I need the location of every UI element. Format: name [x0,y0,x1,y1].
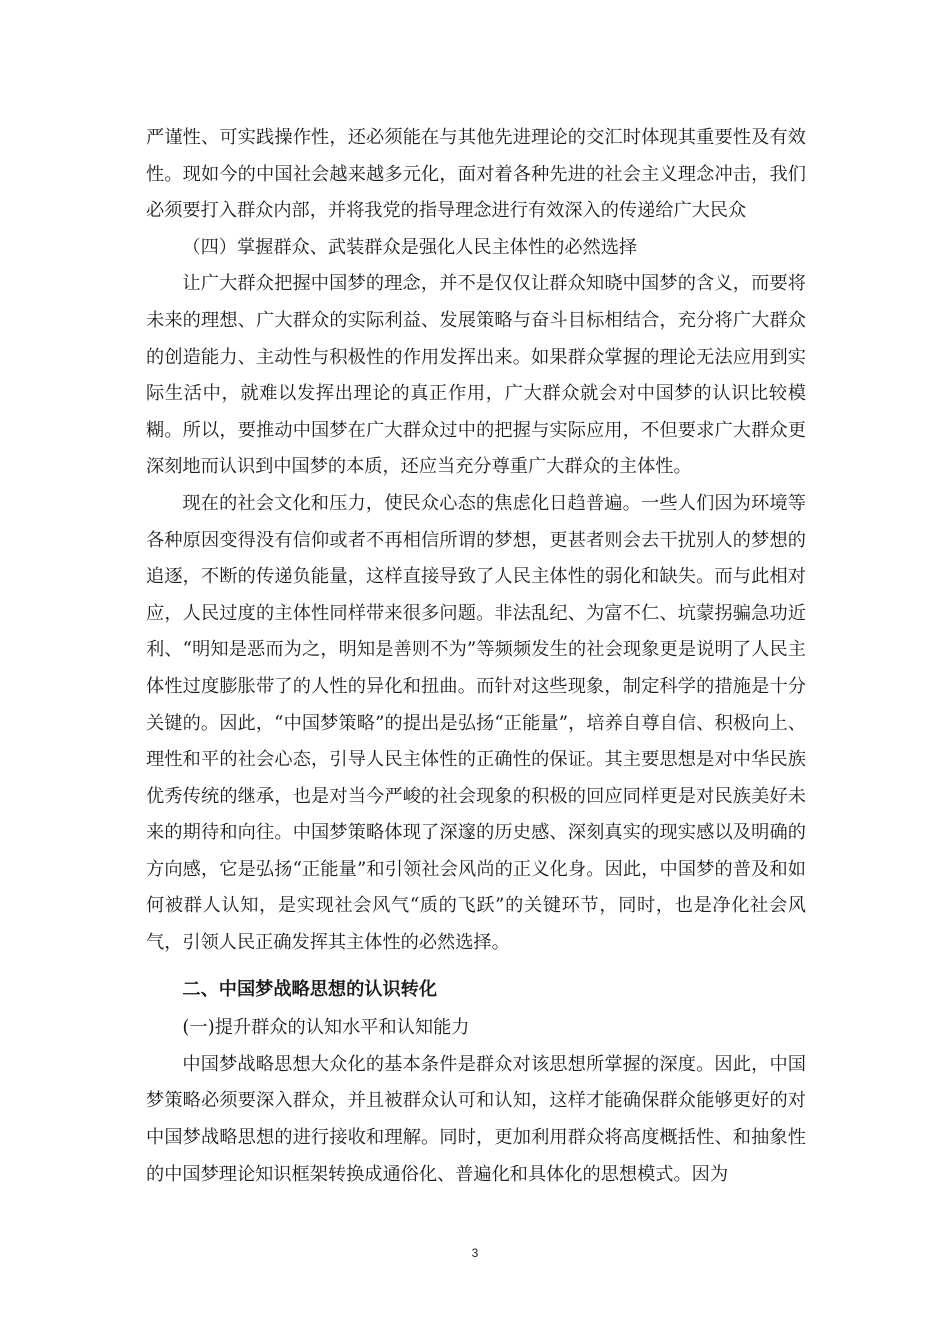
page-body [146,120,806,1193]
paragraph-continued: 严谨性、可实践操作性，还必须能在与其他先进理论的交汇时体现其重要性及有效性。现如今的中国社会越来越多元化，面对着各种先进的社会主义理念冲击，我们必须要打入群众内部，并将我党的指导理念进行有效深入的传递给广大民众 [146,127,806,222]
paragraph-grasp-dream: 让广大群众把握中国梦的理念，并不是仅仅让群众知晓中国梦的含义，而要将未来的理想、广大群众的实际利益、发展策略与奋斗目标相结合，充分将广大群众的创造能力、主动性与积极性的作用发挥出来。如果群众掌握的理论无法应用到实际生活中，就难以发挥出理论的真正作用，广大群众就会对中国梦的认识比较模糊。所以，要推动中国梦在广大群众过中的把握与实际应用，不但要求广大群众更深刻地而认识到中国梦的本质，还应当充分尊重广大群众的主体性。 [146,273,806,478]
subheading-one: (一)提升群众的认知水平和认知能力 [182,1017,470,1039]
page-number: 3 [471,1246,479,1260]
paragraph-social-culture: 现在的社会文化和压力，使民众心态的焦虑化日趋普遍。一些人们因为环境等各种原因变得没有信仰或者不再相信所谓的梦想，更甚者则会去干扰别人的梦想的追逐，不断的传递负能量，这样直接导致了人民主体性的弱化和缺失。而与此相对应，人民过度的主体性同样带来很多问题。非法乱纪、为富不仁、坑蒙拐骗急功近利、“明知是恶而为之，明知是善则不为”等频频发生的社会现象更是说明了人民主体性过度膨胀带了的人性的异化和扭曲。而针对这些现象，制定科学的措施是十分关键的。因此，“中国梦策略”的提出是弘扬“正能量”，培养自尊自信、积极向上、理性和平的社会心态，引导人民主体性的正确性的保证。其主要思想是对中华民族优秀传统的继承，也是对当今严峻的社会现象的积极的回应同样更是对民族美好未来的期待和向往。中国梦策略体现了深邃的历史感、深刻真实的现实感以及明确的方向感，它是弘扬“正能量”和引领社会风尚的正义化身。因此，中国梦的普及和如何被群人认知，是实现社会风气“质的飞跃”的关键环节，同时，也是净化社会风气，引领人民正确发挥其主体性的必然选择。 [146,492,806,954]
section-heading-two: 二、中国梦战略思想的认识转化 [182,978,438,1000]
subheading-four: （四）掌握群众、武装群众是强化人民主体性的必然选择 [182,236,638,258]
paragraph-popularization: 中国梦战略思想大众化的基本条件是群众对该思想所掌握的深度。因此，中国梦策略必须要深入群众，并且被群众认可和认知，这样才能确保群众能够更好的对中国梦战略思想的进行接收和理解。同时，更加利用群众将高度概括性、和抽象性的中国梦理论知识框架转换成通俗化、普遍化和具体化的思想模式。因为 [146,1053,806,1185]
